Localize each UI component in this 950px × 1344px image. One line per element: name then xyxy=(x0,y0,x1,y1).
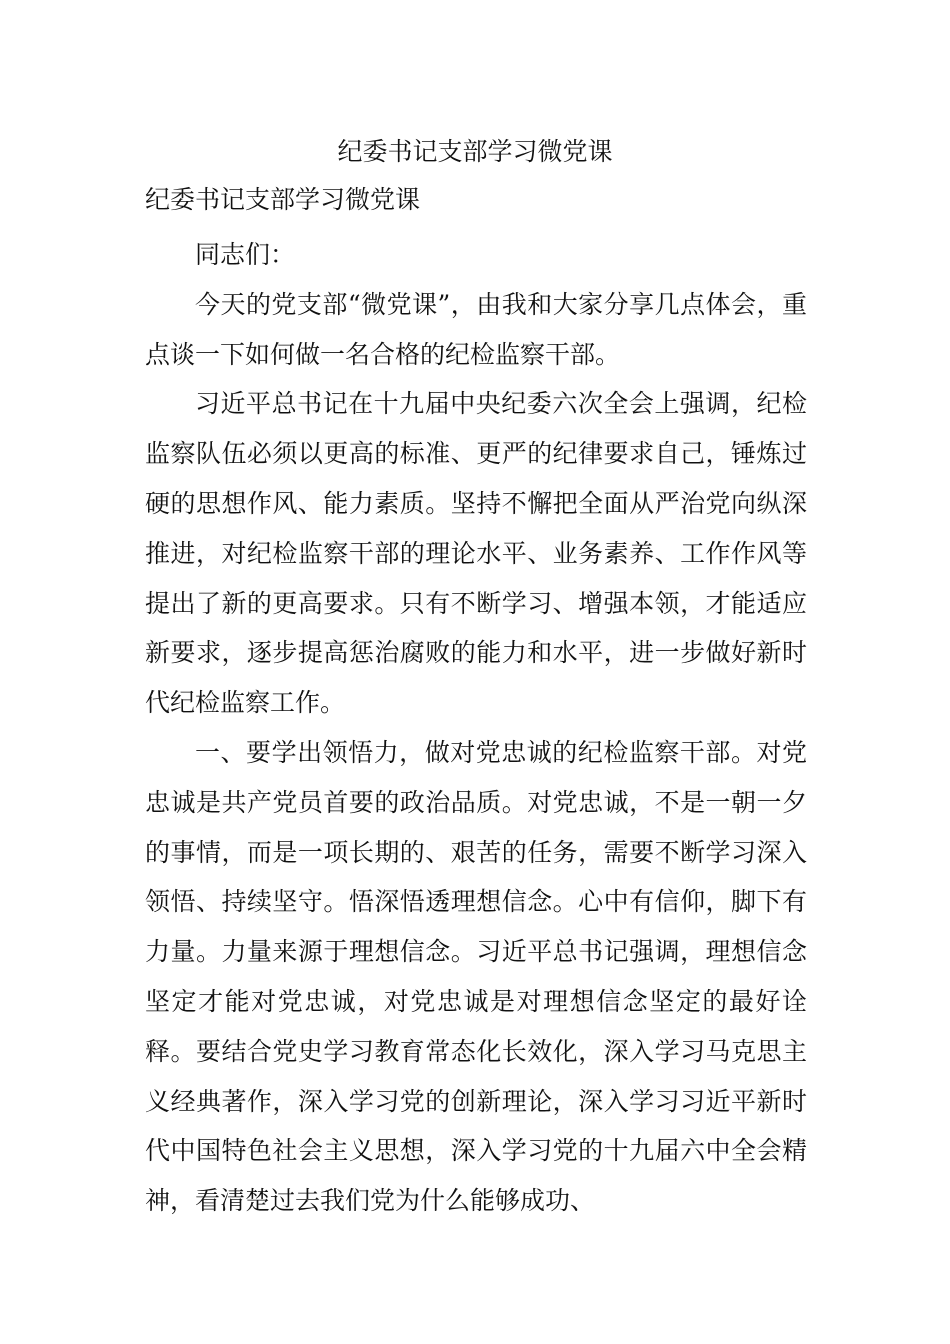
document-title: 纪委书记支部学习微党课 xyxy=(337,137,613,166)
section-one-paragraph: 一、要学出领悟力，做对党忠诚的纪检监察干部。对党忠诚是共产党员首要的政治品质。对党忠诚，不是一朝一夕的事情，而是一项长期的、艰苦的任务，需要不断学习深入领悟、持续坚守。悟深悟透理想信念。心中有信仰，脚下有力量。力量来源于理想信念。习近平总书记强调，理想信念坚定才能对党忠诚，对党忠诚是对理想信念坚定的最好诠释。要结合党史学习教育常态化长效化，深入学习马克思主义经典著作，深入学习党的创新理论，深入学习习近平新时代中国特色社会主义思想，深入学习党的十九届六中全会精神，看清楚过去我们党为什么能够成功、 xyxy=(145,737,807,1216)
body-paragraph: 习近平总书记在十九届中央纪委六次全会上强调，纪检监察队伍必须以更高的标准、更严的纪律要求自己，锤炼过硬的思想作风、能力素质。坚持不懈把全面从严治党向纵深推进，对纪检监察干部的理论水平、业务素养、工作作风等提出了新的更高要求。只有不断学习、增强本领，才能适应新要求，逐步提高惩治腐败的能力和水平，进一步做好新时代纪检监察工作。 xyxy=(145,389,807,718)
intro-paragraph: 今天的党支部“微党课”，由我和大家分享几点体会，重点谈一下如何做一名合格的纪检监察干部。 xyxy=(145,289,807,369)
document-body xyxy=(145,230,807,1226)
greeting-paragraph: 同志们： xyxy=(195,240,296,269)
document-subtitle: 纪委书记支部学习微党课 xyxy=(145,185,421,214)
